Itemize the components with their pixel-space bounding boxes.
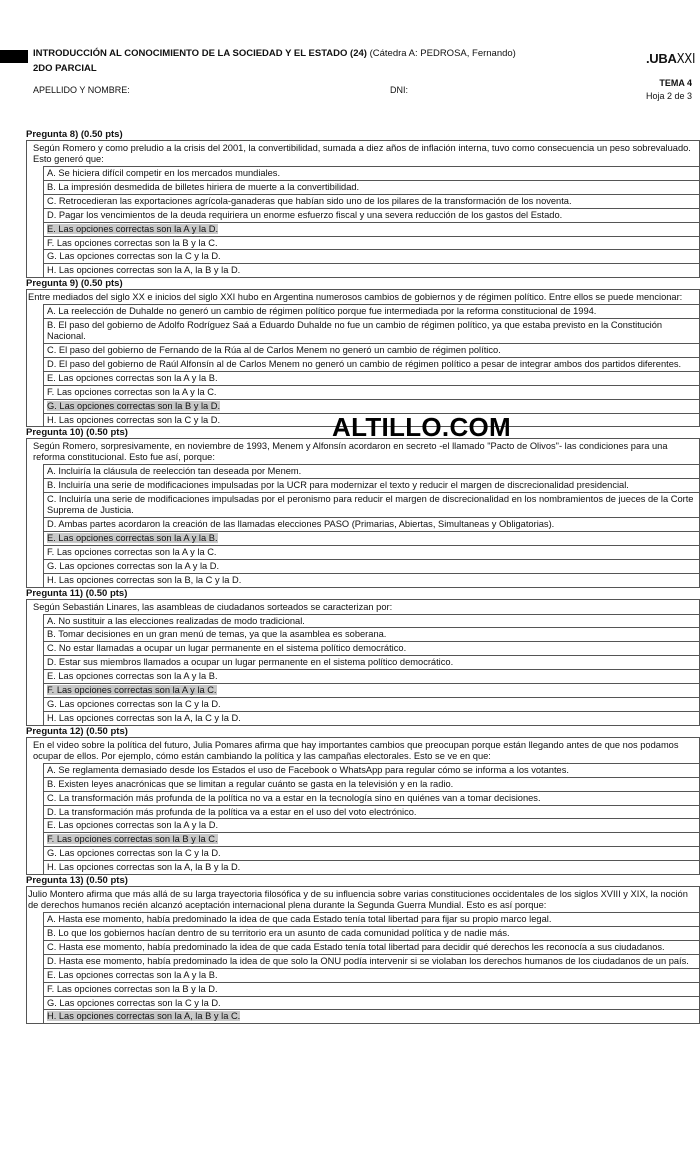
tema-label: TEMA 4 xyxy=(659,78,692,88)
answer-option xyxy=(44,492,699,517)
selected-answer-text: G. Las opciones correctas son la B y la D. xyxy=(47,400,221,411)
question-title: Pregunta 8) (0.50 pts) xyxy=(26,129,123,140)
question-box xyxy=(26,289,700,427)
answer-option xyxy=(44,614,699,628)
watermark: ALTILLO.COM xyxy=(332,412,512,442)
answer-text: G. Las opciones correctas son la C y la D. xyxy=(47,997,221,1008)
question-title: Pregunta 13) (0.50 pts) xyxy=(26,875,128,887)
answer-option xyxy=(44,669,699,683)
options-list xyxy=(43,614,699,725)
answer-text: D. La transformación más profunda de la política va a estar en el uso del voto electrónico. xyxy=(47,806,417,817)
answer-option xyxy=(44,791,699,805)
answer-option xyxy=(44,399,699,413)
answer-text: H. Las opciones correctas son la C y la D. xyxy=(47,414,221,425)
question-stem: En el video sobre la política del futuro, Julia Pomares afirma que hay importantes cambios que preocupan porque están llegando antes de que nos podamos ocupar de ellos. Por ejemplo, cómo están cambiando la política y las campañas electorales. Esto se ve en que: xyxy=(33,739,679,761)
answer-text: D. Estar sus miembros llamados a ocupar un lugar permanente en el sistema político democrático. xyxy=(47,657,454,668)
answer-text: H. Las opciones correctas son la A, la C y la D. xyxy=(47,712,241,723)
answer-option xyxy=(44,236,699,250)
answer-text: A. La reelección de Duhalde no generó un cambio de régimen político porque fue intermediada por la reforma constitucional de 1994. xyxy=(47,306,597,317)
answer-option xyxy=(44,926,699,940)
answer-text: F. Las opciones correctas son la A y la C. xyxy=(47,386,217,397)
page-number: Hoja 2 de 3 xyxy=(645,91,692,101)
answer-option xyxy=(44,912,699,926)
answer-option xyxy=(44,180,699,194)
answer-text: C. Retrocedieran las exportaciones agrícola-ganaderas que habían sido uno de los pilares de la transformación de los noventa. xyxy=(47,195,572,206)
answer-option xyxy=(44,954,699,968)
question-box xyxy=(26,599,700,726)
answer-text: H. Las opciones correctas son la A, la B y la D. xyxy=(47,265,241,276)
answer-option xyxy=(44,832,699,846)
answer-text: B. Existen leyes anacrónicas que se limitan a regular cuánto se gasta en la televisión y en la radio. xyxy=(47,778,454,789)
answer-text: B. Lo que los gobiernos hacían dentro de su territorio era un asunto de cada comunidad política y de nadie más. xyxy=(47,927,510,938)
question-stem: Según Romero, sorpresivamente, en noviembre de 1993, Menem y Alfonsín acordaron en secreto -el llamado "Pacto de Olivos"- las condiciones para una reforma constitucional. Esto fue así, porque: xyxy=(33,441,668,463)
question-title: Pregunta 10) (0.50 pts) xyxy=(26,427,128,439)
selected-answer-text: E. Las opciones correctas son la A y la B. xyxy=(47,532,218,543)
answer-option xyxy=(44,318,699,343)
options-list xyxy=(43,912,699,1023)
answer-text: C. Hasta ese momento, había predominado la idea de que cada Estado tenía total libertad para decidir qué derechos les reconocía a sus ciudadanos. xyxy=(47,941,665,952)
answer-text: C. El paso del gobierno de Fernando de la Rúa al de Carlos Menem no generó un cambio de régimen político. xyxy=(47,344,501,355)
selected-answer-text: H. Las opciones correctas son la A, la B y la C. xyxy=(47,1011,241,1022)
answer-text: D. Pagar los vencimientos de la deuda requiriera un enorme esfuerzo fiscal y una severa reducción de los gastos del Estado. xyxy=(47,209,563,220)
answer-option xyxy=(44,208,699,222)
answer-option xyxy=(44,385,699,399)
question-box xyxy=(26,886,700,1024)
course-chair: (Cátedra A: PEDROSA, Fernando) xyxy=(366,48,516,59)
answer-text: A. Incluiría la cláusula de reelección tan deseada por Menem. xyxy=(47,466,302,477)
answer-text: D. Hasta ese momento, había predominado la idea de que solo la ONU podía intervenir si se violaban los derechos humanos de los ciudadanos de un país. xyxy=(47,955,689,966)
answer-text: D. El paso del gobierno de Raúl Alfonsín al de Carlos Menem no generó un cambio de régimen político a pesar de integrar ambos dos partidos diferentes. xyxy=(47,358,682,369)
answer-option xyxy=(44,222,699,236)
answer-text: B. Tomar decisiones en un gran menú de temas, ya que la asamblea es soberana. xyxy=(47,629,387,640)
answer-option xyxy=(44,846,699,860)
question-stem: Julio Montero afirma que más allá de su larga trayectoria filosófica y de su influencia sobre varias constituciones occidentales de los siglos XVIII y XIX, la noción de derechos humanos recién alcanzó aceptación internacional plena durante la Segunda Guerra Mundial. Esto es así porque: xyxy=(28,889,688,911)
answer-option xyxy=(44,304,699,318)
answer-option xyxy=(44,982,699,996)
answer-option xyxy=(44,249,699,263)
answer-text: A. Se hiciera difícil competir en los mercados mundiales. xyxy=(47,168,281,178)
answer-text: A. No sustituir a las elecciones realizadas de modo tradicional. xyxy=(47,615,305,626)
answer-option xyxy=(44,545,699,559)
answer-option xyxy=(44,697,699,711)
answer-option xyxy=(44,194,699,208)
options-list xyxy=(43,464,699,586)
answer-option xyxy=(44,968,699,982)
answer-option xyxy=(44,166,699,180)
name-label: APELLIDO Y NOMBRE: xyxy=(33,85,130,95)
answer-option xyxy=(44,573,699,587)
answer-option xyxy=(44,763,699,777)
answer-option xyxy=(44,627,699,641)
answer-option xyxy=(44,805,699,819)
answer-text: E. Las opciones correctas son la A y la B. xyxy=(47,969,218,980)
answer-text: F. Las opciones correctas son la A y la C. xyxy=(47,546,217,557)
answer-option xyxy=(44,357,699,371)
answer-option xyxy=(44,517,699,531)
selected-answer-text: E. Las opciones correctas son la A y la D. xyxy=(47,223,219,234)
uba-xxi-logo: .UBAXXI xyxy=(646,51,696,67)
question-box xyxy=(26,438,700,587)
answer-text: H. Las opciones correctas son la B, la C y la D. xyxy=(47,574,242,585)
answer-option xyxy=(44,263,699,277)
question-stem: Según Sebastián Linares, las asambleas de ciudadanos sorteados se caracterizan por: xyxy=(33,601,393,612)
options-list xyxy=(43,166,699,277)
answer-option xyxy=(44,1009,699,1023)
dni-label: DNI: xyxy=(390,85,408,95)
answer-option xyxy=(44,818,699,832)
answer-option xyxy=(44,711,699,725)
answer-option xyxy=(44,641,699,655)
answer-option xyxy=(44,777,699,791)
answer-text: G. Las opciones correctas son la C y la D. xyxy=(47,251,221,262)
answer-text: G. Las opciones correctas son la C y la D. xyxy=(47,699,221,709)
question-stem: Entre mediados del siglo XX e inicios del siglo XXI hubo en Argentina numerosos cambios de gobiernos y de régimen político. Entre ellos se puede mencionar: xyxy=(28,292,683,303)
answer-text: B. La impresión desmedida de billetes hiriera de muerte a la convertibilidad. xyxy=(47,181,360,192)
selected-answer-text: F. Las opciones correctas son la A y la C. xyxy=(47,685,217,696)
answer-option xyxy=(44,464,699,478)
answer-option xyxy=(44,343,699,357)
answer-option xyxy=(44,860,699,874)
answer-text: A. Se reglamenta demasiado desde los Estados el uso de Facebook o WhatsApp para regular cómo se informa a los votantes. xyxy=(47,764,569,775)
question-title: Pregunta 11) (0.50 pts) xyxy=(26,587,128,599)
answer-text: B. El paso del gobierno de Adolfo Rodríguez Saá a Eduardo Duhalde no fue un cambio de régimen político, ya que estaba previsto en la Constitución Nacional. xyxy=(47,320,663,342)
question-title: Pregunta 9) (0.50 pts) xyxy=(26,278,123,290)
answer-text: G. Las opciones correctas son la C y la D. xyxy=(47,848,221,859)
answer-option xyxy=(44,996,699,1010)
answer-text: E. Las opciones correctas son la A y la B. xyxy=(47,372,218,383)
answer-option xyxy=(44,559,699,573)
answer-text: C. Incluiría una serie de modificaciones impulsadas por el peronismo para reducir el margen de discrecionalidad en los nombramientos de jueces de la Corte Suprema de Justicia. xyxy=(47,494,694,516)
question-box xyxy=(26,737,700,875)
exam-name: 2DO PARCIAL xyxy=(33,63,97,74)
answer-option xyxy=(44,940,699,954)
answer-text: G. Las opciones correctas son la A y la D. xyxy=(47,560,220,571)
answer-text: F. Las opciones correctas son la B y la D. xyxy=(47,983,218,994)
answer-text: C. No estar llamadas a ocupar un lugar permanente en el sistema político democrático. xyxy=(47,643,407,654)
answer-option xyxy=(44,478,699,492)
answer-option xyxy=(44,531,699,545)
questions-list xyxy=(26,129,700,1024)
answer-text: B. Incluiría una serie de modificaciones impulsadas por la UCR para modernizar el texto y reducir el margen de discrecionalidad presidencial. xyxy=(47,480,629,491)
answer-option xyxy=(44,683,699,697)
selected-answer-text: F. Las opciones correctas son la B y la C. xyxy=(47,834,218,845)
question-stem: Según Romero y como preludio a la crisis del 2001, la convertibilidad, sumada a diez años de inflación interna, tuvo como consecuencia un peso sobrevaluado. Esto generó que: xyxy=(33,143,691,164)
answer-text: F. Las opciones correctas son la B y la C. xyxy=(47,237,218,248)
answer-text: D. Ambas partes acordaron la creación de las llamadas elecciones PASO (Primarias, Abiertas, Simultaneas y Obligatorias). xyxy=(47,519,555,530)
answer-option xyxy=(44,371,699,385)
answer-option xyxy=(44,655,699,669)
options-list xyxy=(43,304,699,426)
question-box xyxy=(26,140,700,278)
answer-text: A. Hasta ese momento, había predominado la idea de que cada Estado tenía total libertad para fijar su propio marco legal. xyxy=(47,914,552,925)
black-margin-tab xyxy=(0,50,28,63)
answer-text: E. Las opciones correctas son la A y la D. xyxy=(47,820,219,831)
question-title: Pregunta 12) (0.50 pts) xyxy=(26,725,128,737)
course-title: INTRODUCCIÓN AL CONOCIMIENTO DE LA SOCIEDAD Y EL ESTADO (24) (Cátedra A: PEDROSA, Fernando) xyxy=(33,48,516,59)
answer-text: E. Las opciones correctas son la A y la B. xyxy=(47,671,218,682)
options-list xyxy=(43,763,699,874)
answer-text: C. La transformación más profunda de la política no va a estar en la tecnología sino en quiénes van a tomar decisiones. xyxy=(47,792,541,803)
answer-text: H. Las opciones correctas son la A, la B y la D. xyxy=(47,862,241,873)
